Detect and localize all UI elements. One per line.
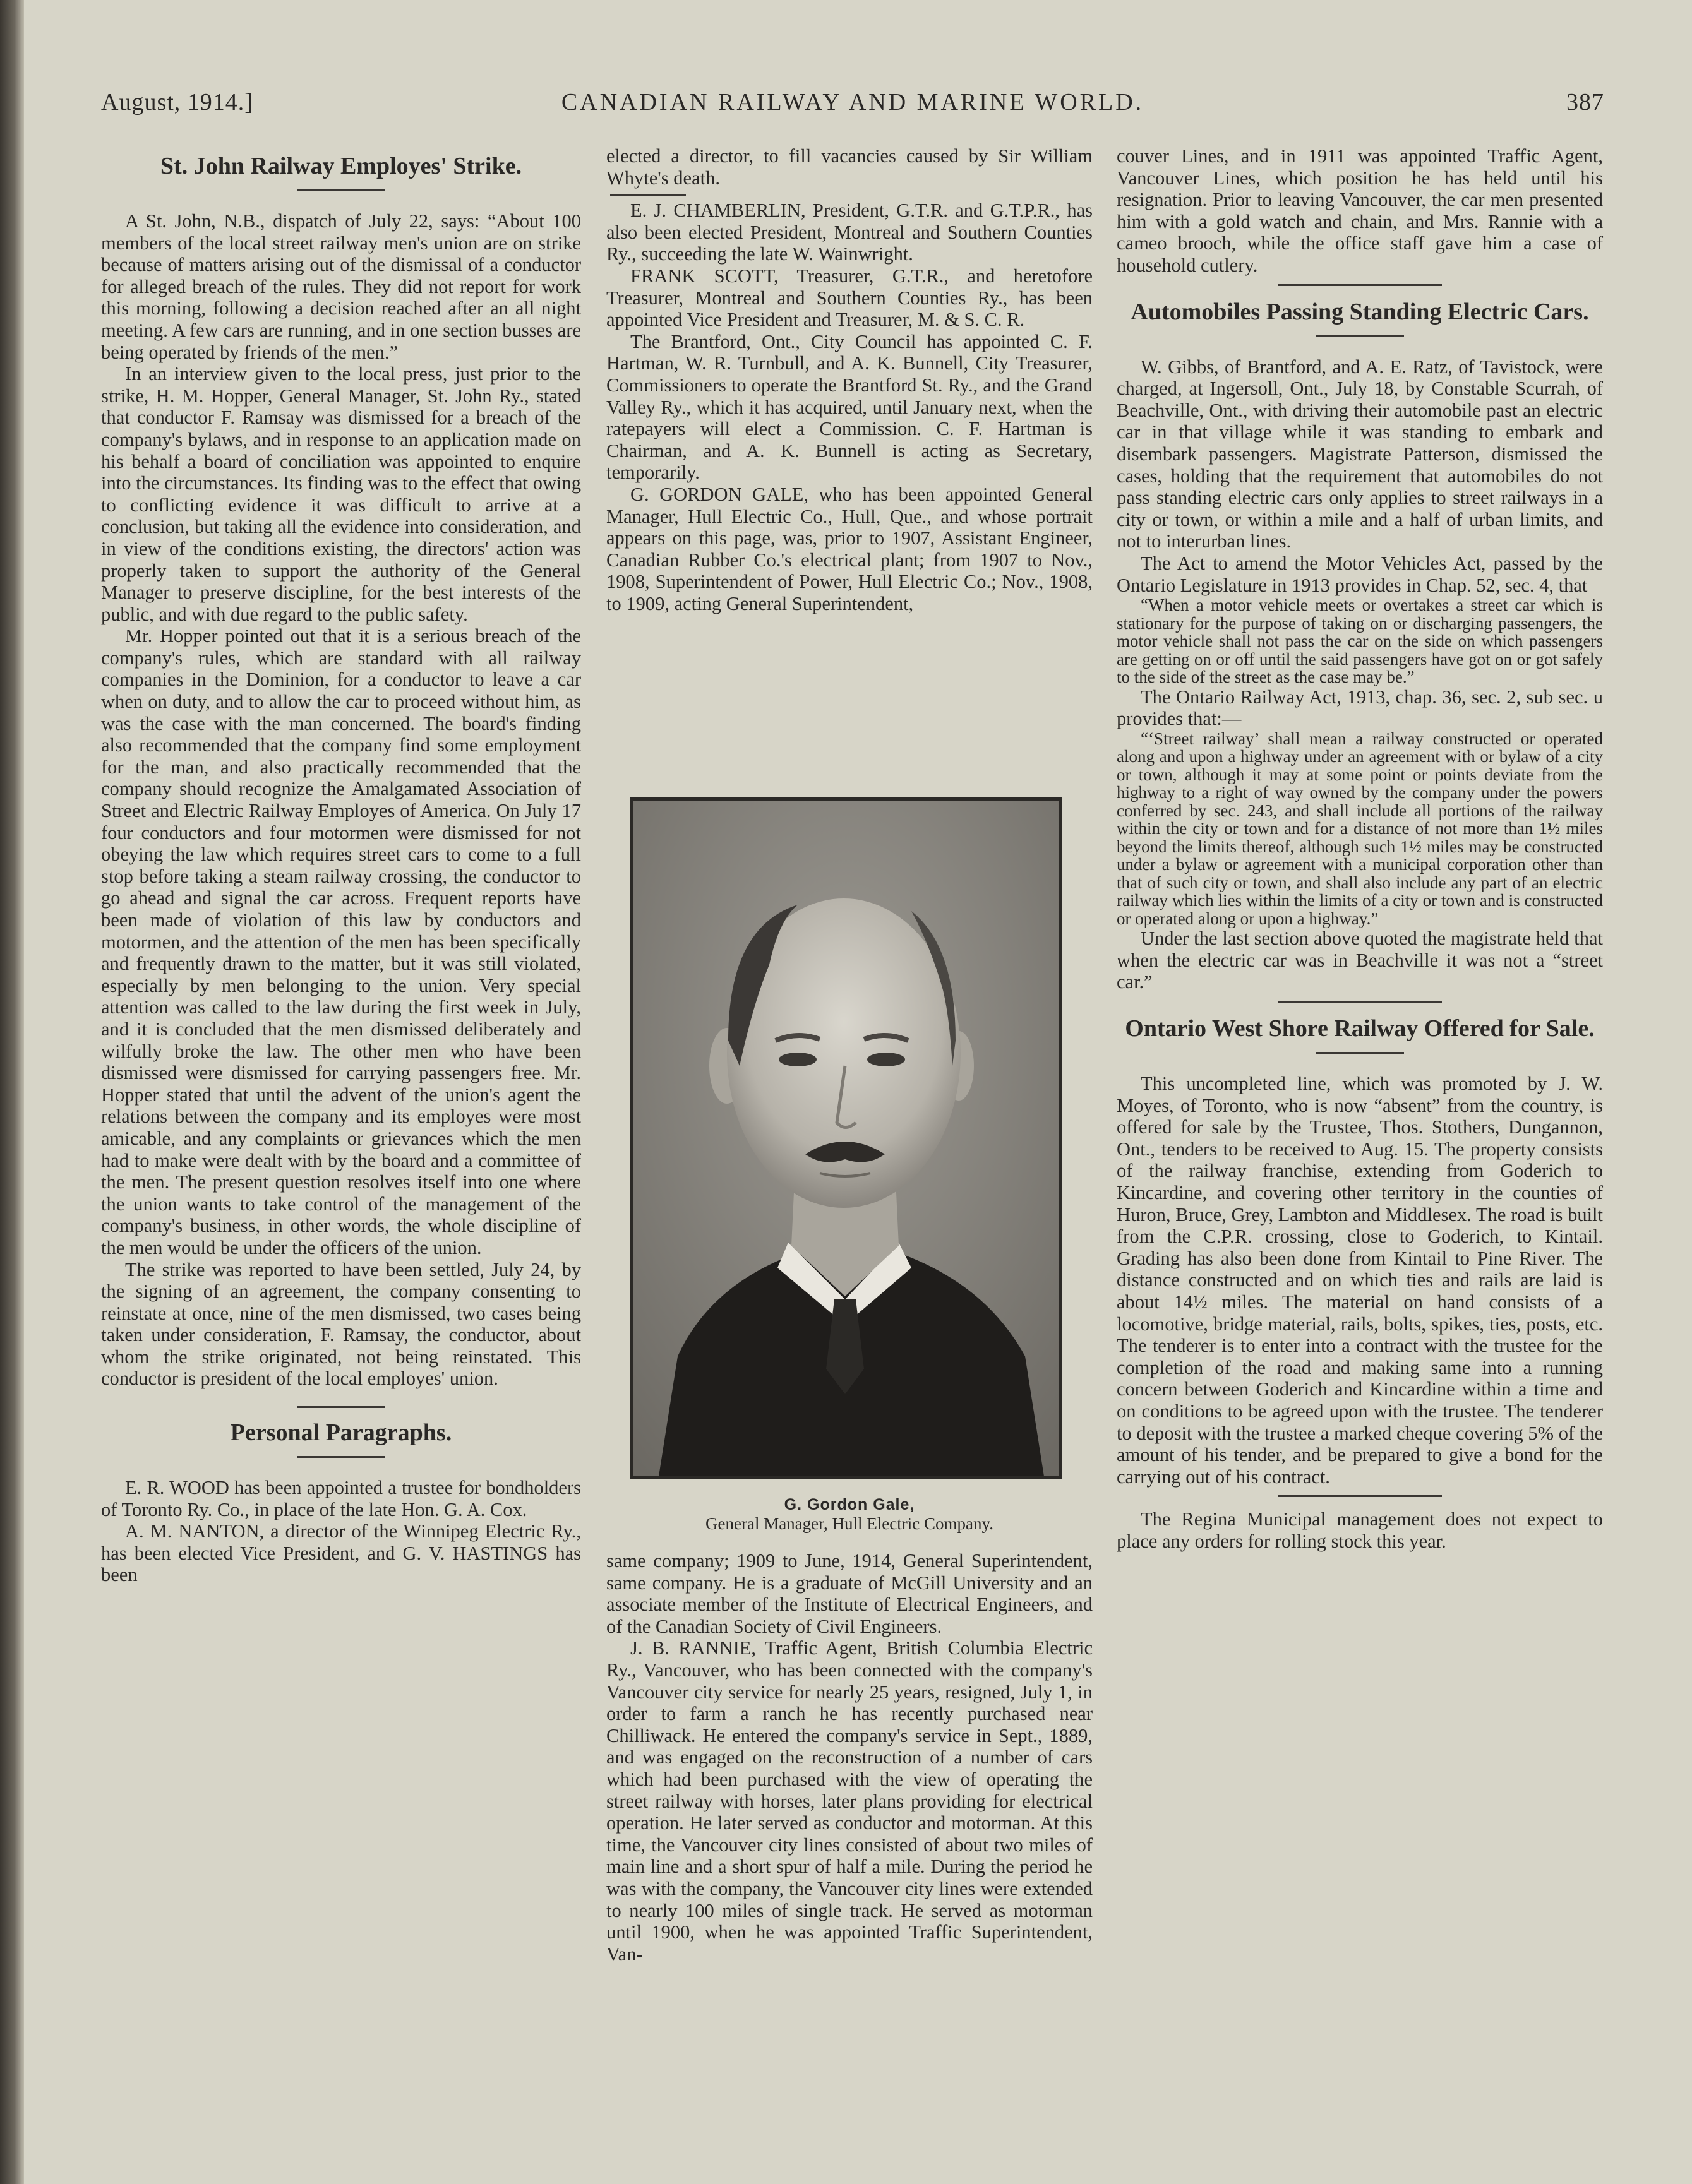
divider bbox=[610, 194, 686, 196]
header-title: CANADIAN RAILWAY AND MARINE WORLD. bbox=[561, 89, 1144, 116]
column-1 bbox=[101, 145, 581, 1586]
portrait-caption bbox=[606, 1495, 1093, 1533]
book-spine-shadow bbox=[0, 0, 24, 2184]
divider bbox=[297, 1406, 385, 1408]
divider bbox=[1316, 1052, 1404, 1054]
personal-paragraph: The Brantford, Ont., City Council has appointed C. F. Hartman, W. R. Turnbull, and A. K. Bunnell, City Treasurer, Commissioners to operate the Brantford St. Ry., and the Grand Valley Ry., which it has acquired, until January next, when the ratepayers will elect a Commission. C. F. Hartman is Chairman, and A. K. Bunnell is acting as Secretary, temporarily. bbox=[606, 330, 1093, 484]
strike-paragraph: In an interview given to the local press, just prior to the strike, H. M. Hopper, General Manager, St. John Ry., stated that conductor F. Ramsay was dismissed for a breach of the company's bylaws, and in response to an application made on his behalf a board of conciliation was appointed to enquire into the circumstances. Its finding was to the effect that owing to conflicting evidence it was difficult to arrive at a conclusion, but taking all the evidence into consideration, and in view of the conditions existing, the directors' action was properly taken to support the authority of the General Manager to preserve discipline, for the best interests of the public, and with due regard to the public safety. bbox=[101, 363, 581, 625]
personal-paragraph: FRANK SCOTT, Treasurer, G.T.R., and heretofore Treasurer, Montreal and Southern Counties Ry., has been appointed Vice President and Treasurer, M. & S. C. R. bbox=[606, 265, 1093, 331]
divider bbox=[1278, 1001, 1442, 1003]
automobiles-paragraph: W. Gibbs, of Brantford, and A. E. Ratz, of Tavistock, were charged, at Ingersoll, Ont., July 18, by Constable Scurrah, of Beachville, Ont., with driving their automobile past an electric car in that village while it was standing to embark and disembark passengers. Magistrate Patterson, dismissed the cases, holding that the requirement that automobiles do not pass standing electric cars only applies to street railways in a city or town, or within a mile and a half of urban limits, and not to interurban lines. bbox=[1117, 355, 1603, 552]
divider bbox=[1278, 1495, 1442, 1497]
page-number: 387 bbox=[1566, 89, 1604, 116]
caption-title: General Manager, Hull Electric Company. bbox=[705, 1514, 993, 1533]
automobiles-heading: Automobiles Passing Standing Electric Cars. bbox=[1131, 298, 1589, 325]
personal-paragraph: J. B. RANNIE, Traffic Agent, British Columbia Electric Ry., Vancouver, who has been connected with the company's Vancouver city service for nearly 25 years, resigned, July 1, in order to farm a ranch he has recently purchased near Chilliwack. He entered the company's service in Sept., 1889, and was engaged on the reconstruction of a number of cars which had been purchased with the view of operating the street railway with horses, later plans providing for electrical operation. He later served as conductor and motorman. At this time, the Vancouver city lines consisted of about two miles of main line and a short spur of half a mile. During the period he was with the company, the Vancouver city lines were extended to nearly 100 miles of single track. He served as motorman until 1900, when he was appointed Traffic Superintendent, Van- bbox=[606, 1637, 1093, 1965]
personal-paragraph: G. GORDON GALE, who has been appointed General Manager, Hull Electric Co., Hull, Que., and whose portrait appears on this page, was, prior to 1907, Assistant Engineer, Canadian Rubber Co.'s electrical plant; from 1907 to Nov., 1908, Superintendent of Power, Hull Electric Co.; Nov., 1908, to 1909, acting General Superintendent, bbox=[606, 483, 1093, 614]
column-3 bbox=[1117, 145, 1603, 1553]
personal-paragraph: elected a director, to fill vacancies caused by Sir William Whyte's death. bbox=[606, 145, 1093, 189]
westshore-heading: Ontario West Shore Railway Offered for Sale. bbox=[1125, 1015, 1595, 1042]
automobiles-paragraph: The Ontario Railway Act, 1913, chap. 36, sec. 2, sub sec. u provides that:— bbox=[1117, 686, 1603, 730]
strike-heading: St. John Railway Employes' Strike. bbox=[160, 153, 522, 179]
strike-paragraph: The strike was reported to have been settled, July 24, by the signing of an agreement, the company consenting to reinstate at once, nine of the men dismissed, two cases being taken under consideration, F. Ramsay, the conductor, about whom the strike originated, not being reinstated. This conductor is president of the local employes' union. bbox=[101, 1258, 581, 1390]
portrait-image bbox=[633, 801, 1059, 1476]
header-date: August, 1914.] bbox=[101, 89, 253, 116]
personal-paragraph: E. J. CHAMBERLIN, President, G.T.R. and G.T.P.R., has also been elected President, Montreal and Southern Counties Ry., succeeding the late W. Wainwright. bbox=[606, 200, 1093, 265]
personal-paragraph: same company; 1909 to June, 1914, General Superintendent, same company. He is a graduate of McGill University and an associate member of the Institute of Electrical Engineers, and of the Canadian Society of Civil Engineers. bbox=[606, 1550, 1093, 1637]
personal-heading: Personal Paragraphs. bbox=[230, 1419, 452, 1447]
divider bbox=[297, 1456, 385, 1458]
divider bbox=[297, 189, 385, 191]
running-header bbox=[101, 88, 1604, 126]
divider bbox=[1278, 284, 1442, 286]
automobiles-paragraph: Under the last section above quoted the magistrate held that when the electric car was in Beachville it was not a “street car.” bbox=[1117, 928, 1603, 993]
personal-paragraph: couver Lines, and in 1911 was appointed Traffic Agent, Vancouver Lines, which position he has held until his resignation. Prior to leaving Vancouver, the car men presented him with a gold watch and chain, and Mrs. Rannie with a cameo brooch, while the office staff gave him a case of household cutlery. bbox=[1117, 145, 1603, 276]
automobiles-quote: “‘Street railway’ shall mean a railway constructed or operated along and upon a highway under an agreement with or bylaw of a city or town, although it may at some point or points deviate from the highway to a right of way owned by the company under the powers conferred by sec. 243, and shall include all portions of the railway within the city or town and for a distance of not more than 1½ miles beyond the limits thereof, although such 1½ miles may be constructed under a bylaw or agreement with a municipal corporation other than that of such city or town, and shall also include any part of an electric railway which lies within the limits of a city or town and is constructed or operated along or upon a highway.” bbox=[1117, 729, 1603, 928]
personal-paragraph: A. M. NANTON, a director of the Winnipeg Electric Ry., has been elected Vice President, and G. V. HASTINGS has been bbox=[101, 1520, 581, 1586]
strike-paragraph: A St. John, N.B., dispatch of July 22, says: “About 100 members of the local street railway men's union are on strike because of matters arising out of the dismissal of a conductor for alleged breach of the rules. They did not report for work this morning, following a decision reached after an all night meeting. A few cars are running, and in one section busses are being operated by friends of the men.” bbox=[101, 210, 581, 363]
portrait-photo bbox=[630, 797, 1062, 1479]
regina-paragraph: The Regina Municipal management does not expect to place any orders for rolling stock this year. bbox=[1117, 1508, 1603, 1552]
personal-paragraph: E. R. WOOD has been appointed a trustee for bondholders of Toronto Ry. Co., in place of the late Hon. G. A. Cox. bbox=[101, 1477, 581, 1520]
column-2-bottom bbox=[606, 1550, 1093, 1965]
automobiles-quote: “When a motor vehicle meets or overtakes a street car which is stationary for the purpose of taking on or discharging passengers, the motor vehicle shall not pass the car on the side on which passengers are getting on or off until the said passengers have got on or got safely to the side of the street as the case may be.” bbox=[1117, 595, 1603, 687]
divider bbox=[1316, 335, 1404, 337]
westshore-paragraph: This uncompleted line, which was promoted by J. W. Moyes, of Toronto, who is now “absent” from the country, is offered for sale by the Trustee, Thos. Stothers, Dungannon, Ont., tenders to be received to Aug. 15. The property consists of the railway franchise, extending from Goderich to Kincardine, and covering other territory in the counties of Huron, Bruce, Grey, Lambton and Middlesex. The road is built from the C.P.R. crossing, close to Goderich, to Kintail. Grading has also been done from Kintail to Pine River. The distance constructed and on which ties and rails are laid is about 14½ miles. The material on hand consists of a locomotive, bridge material, rails, bolts, spikes, ties, posts, etc. The tenderer is to enter into a contract with the trustee for the completion of the road and making same into a running concern between Goderich and Kincardine within a time and on conditions to be agreed upon with the trustee. The tenderer to deposit with the trustee a marked cheque covering 5% of the amount of his tender, and be prepared to give a bond for the carrying out of his contract. bbox=[1117, 1073, 1603, 1488]
automobiles-paragraph: The Act to amend the Motor Vehicles Act, passed by the Ontario Legislature in 1913 provides in Chap. 52, sec. 4, that bbox=[1117, 552, 1603, 596]
column-2-top bbox=[606, 145, 1093, 614]
strike-paragraph: Mr. Hopper pointed out that it is a serious breach of the company's rules, which are standard with all railway companies in the Dominion, for a conductor to leave a car when on duty, and to allow the car to proceed without him, as was the case with the man concerned. The board's finding also recommended that the company find some employment for the man, and also practically recommended that the company should recognize the Amalgamated Association of Street and Electric Railway Employes of America. On July 17 four conductors and four motormen were dismissed for not obeying the law which requires street cars to come to a full stop before taking a steam railway crossing, the conductor to go ahead and signal the car across. Frequent reports have been made of violation of this law by conductors and motormen, and the attention of the men has been specifically and frequently drawn to the matter, but it was still violated, especially by men belonging to the union. Very special attention was called to the law during the first week in July, and it is concluded that the men dismissed deliberately and wilfully broke the law. The other men who have been dismissed were dismissed for carrying passengers free. Mr. Hopper stated that until the advent of the union's agent the relations between the company and its employes were most amicable, and any complaints or grievances which the men had to make were dealt with by the board and a committee of the men. The present question resolves itself into one where the union wants to take control of the management of the company's business, in other words, the whole discipline of the men would be under the officers of the union. bbox=[101, 625, 581, 1258]
caption-name: G. Gordon Gale, bbox=[784, 1496, 915, 1513]
